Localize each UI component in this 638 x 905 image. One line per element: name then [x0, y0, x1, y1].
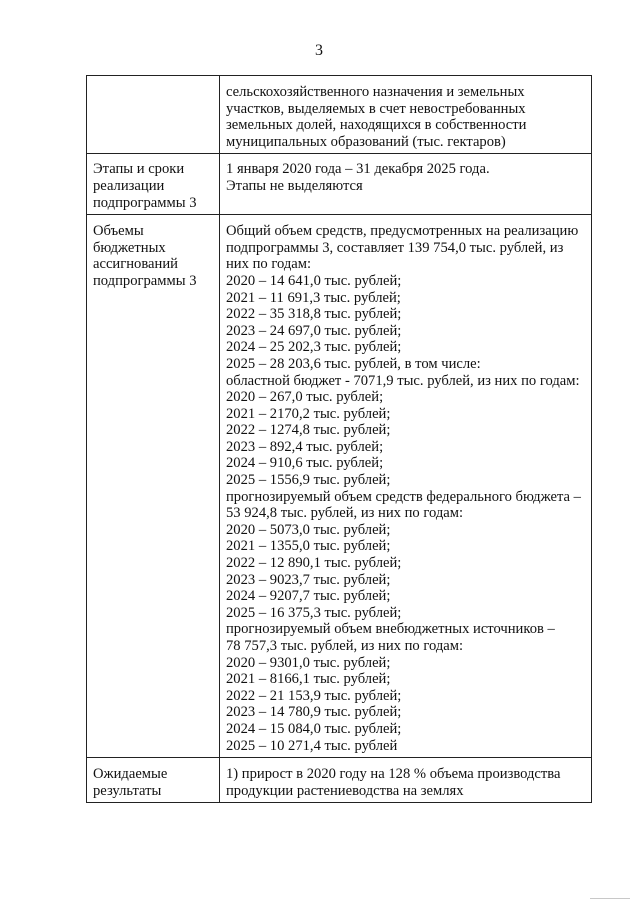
page-number: 3: [315, 42, 323, 59]
row-content-line: прогнозируемый объем внебюджетных источников –: [226, 621, 555, 638]
row-content-line: муниципальных образований (тыс. гектаров): [226, 133, 506, 150]
row-label-line: реализации: [93, 177, 165, 194]
row-label-line: результаты: [93, 782, 162, 799]
row-content-cell: [220, 215, 592, 758]
row-content-line: 1 января 2020 года – 31 декабря 2025 года.: [226, 161, 490, 178]
row-label-cell: [87, 215, 220, 758]
table-row: [87, 76, 592, 154]
row-content-cell: [220, 758, 592, 803]
row-content-line: 2023 – 9023,7 тыс. рублей;: [226, 571, 391, 588]
row-content-line: 2020 – 267,0 тыс. рублей;: [226, 389, 384, 406]
table-row: [87, 758, 592, 803]
row-content-line: 2025 – 16 375,3 тыс. рублей;: [226, 604, 402, 621]
row-label-cell: [87, 758, 220, 803]
row-content-line: 2022 – 35 318,8 тыс. рублей;: [226, 306, 402, 323]
row-content-line: 53 924,8 тыс. рублей, из них по годам:: [226, 505, 464, 522]
row-label-cell: [87, 154, 220, 215]
row-content-line: 1) прирост в 2020 году на 128 % объема производства: [226, 766, 561, 783]
row-content-line: 2025 – 28 203,6 тыс. рублей, в том числе:: [226, 355, 481, 372]
row-content-line: подпрограммы 3, составляет 139 754,0 тыс. рублей, из: [226, 239, 564, 256]
row-content-line: 2021 – 2170,2 тыс. рублей;: [226, 405, 391, 422]
scan-mark: [590, 898, 630, 899]
row-label-line: Ожидаемые: [93, 766, 168, 783]
passport-table-body: [87, 76, 592, 803]
row-content-line: 2025 – 10 271,4 тыс. рублей: [226, 737, 398, 754]
row-content-cell: [220, 154, 592, 215]
row-label-line: ассигнований: [93, 256, 178, 273]
row-content-cell: [220, 76, 592, 154]
row-content-line: 2022 – 21 153,9 тыс. рублей;: [226, 687, 402, 704]
row-content-line: сельскохозяйственного назначения и земельных: [226, 84, 525, 100]
row-content-line: 2020 – 14 641,0 тыс. рублей;: [226, 272, 402, 289]
row-label-line: Этапы и сроки: [93, 161, 185, 178]
row-content-line: участков, выделяемых в счет невостребованных: [226, 100, 526, 117]
row-content-line: 2024 – 25 202,3 тыс. рублей;: [226, 339, 402, 356]
row-label-line: бюджетных: [93, 239, 166, 256]
row-content-line: них по годам:: [226, 256, 312, 273]
row-content-line: земельных долей, находящихся в собственности: [226, 117, 527, 134]
row-content-line: прогнозируемый объем средств федерального бюджета –: [226, 488, 581, 505]
table-row: [87, 154, 592, 215]
table-row: [87, 215, 592, 758]
row-content-line: 2024 – 9207,7 тыс. рублей;: [226, 588, 391, 605]
row-content-line: 2021 – 1355,0 тыс. рублей;: [226, 538, 391, 555]
row-content-line: продукции растениеводства на землях: [226, 782, 464, 799]
row-label-line: подпрограммы 3: [93, 272, 197, 289]
row-content-line: 2024 – 15 084,0 тыс. рублей;: [226, 720, 402, 737]
row-content-line: 2022 – 1274,8 тыс. рублей;: [226, 422, 391, 439]
row-content-line: 2023 – 14 780,9 тыс. рублей;: [226, 704, 402, 721]
row-content-line: Общий объем средств, предусмотренных на реализацию: [226, 223, 579, 240]
row-content-line: 2025 – 1556,9 тыс. рублей;: [226, 472, 391, 489]
row-content-line: 2020 – 5073,0 тыс. рублей;: [226, 521, 391, 538]
passport-table: [86, 75, 592, 803]
row-content-line: 78 757,3 тыс. рублей, из них по годам:: [226, 638, 464, 654]
row-content-line: 2022 – 12 890,1 тыс. рублей;: [226, 555, 402, 572]
row-label-line: подпрограммы 3: [93, 194, 197, 211]
row-label-line: Объемы: [93, 223, 144, 240]
row-content-line: 2023 – 24 697,0 тыс. рублей;: [226, 322, 402, 339]
row-content-line: 2021 – 8166,1 тыс. рублей;: [226, 671, 391, 688]
row-content-line: Этапы не выделяются: [226, 177, 363, 194]
row-label-cell: [87, 76, 220, 154]
row-content-line: областной бюджет - 7071,9 тыс. рублей, из них по годам:: [226, 372, 580, 389]
row-content-line: 2024 – 910,6 тыс. рублей;: [226, 455, 384, 472]
row-content-line: 2021 – 11 691,3 тыс. рублей;: [226, 289, 401, 306]
row-content-line: 2023 – 892,4 тыс. рублей;: [226, 438, 384, 455]
row-content-line: 2020 – 9301,0 тыс. рублей;: [226, 654, 391, 671]
